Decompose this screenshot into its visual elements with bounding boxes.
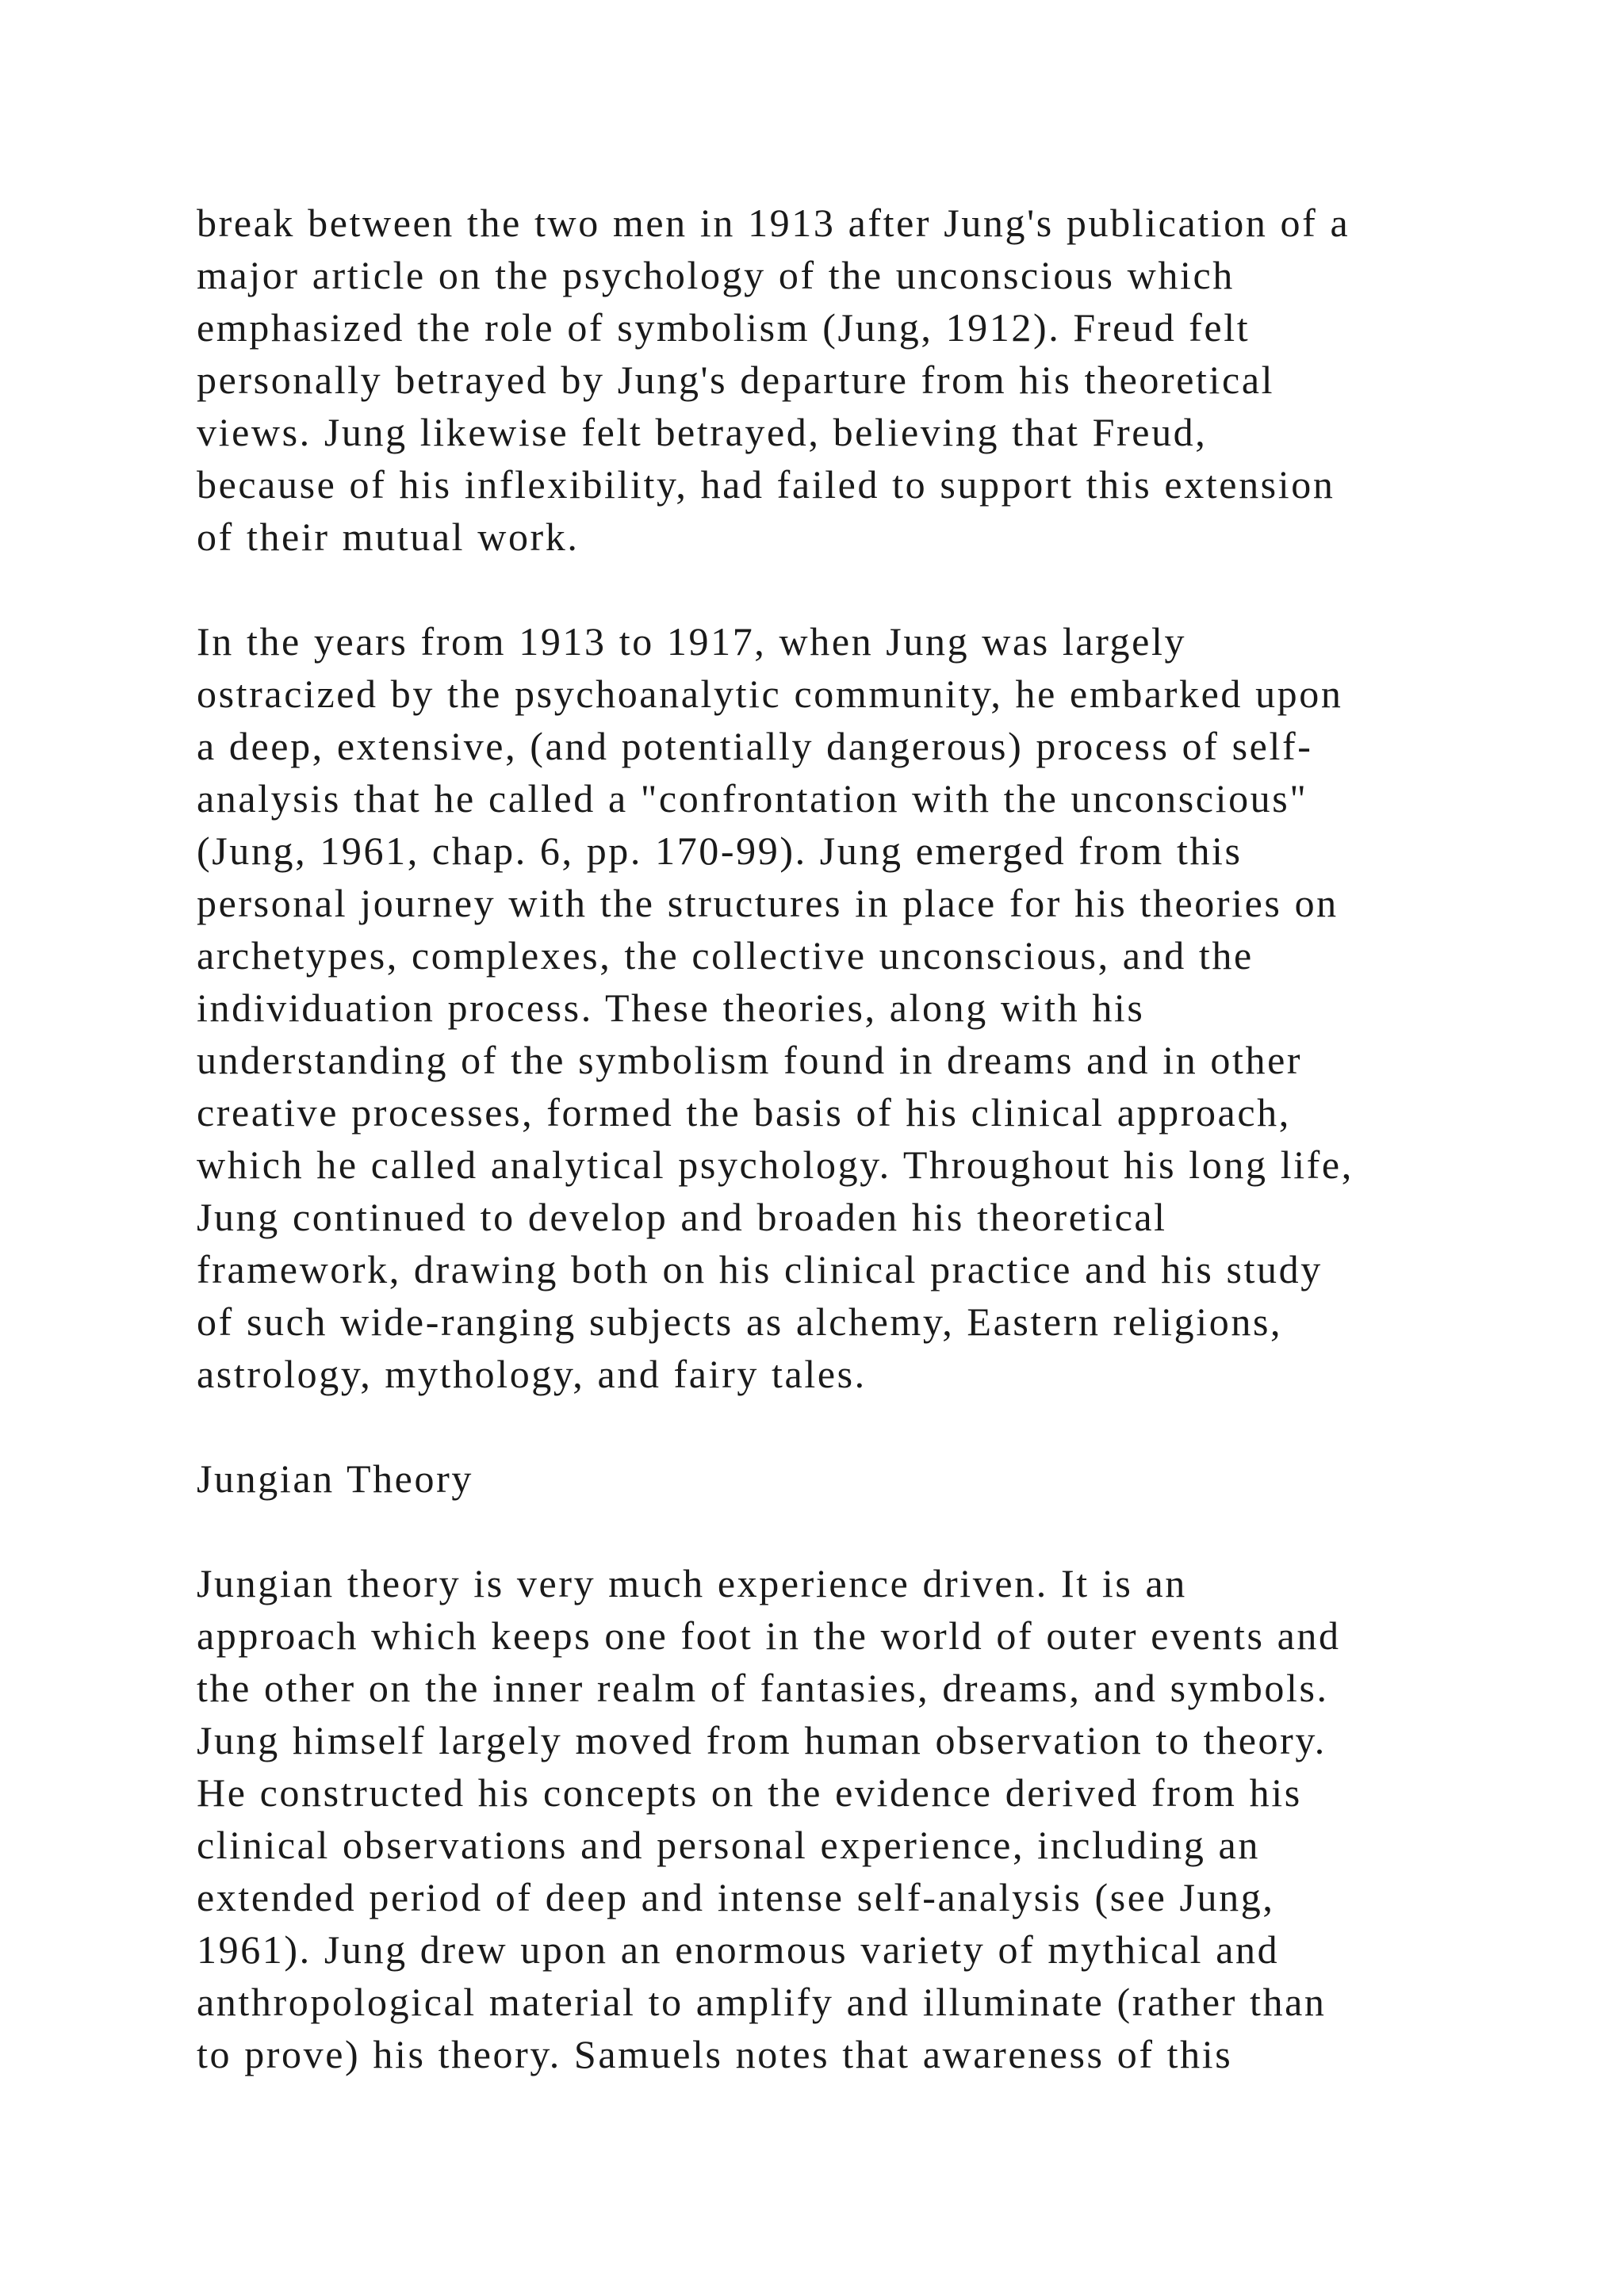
text-line: understanding of the symbolism found in dreams and in other (197, 1038, 1303, 1082)
text-line: He constructed his concepts on the evidence derived from his (197, 1770, 1302, 1815)
text-line: 1961). Jung drew upon an enormous variety of mythical and (197, 1927, 1280, 1972)
text-line: extended period of deep and intense self-analysis (see Jung, (197, 1875, 1275, 1919)
text-line: a deep, extensive, (and potentially dangerous) process of self- (197, 724, 1313, 768)
text-line: personal journey with the structures in place for his theories on (197, 881, 1339, 925)
text-line: Jung himself largely moved from human observation to theory. (197, 1718, 1327, 1762)
text-line: the other on the inner realm of fantasies, dreams, and symbols. (197, 1666, 1329, 1710)
text-line: framework, drawing both on his clinical practice and his study (197, 1247, 1323, 1292)
text-line: because of his inflexibility, had failed to support this extension (197, 462, 1335, 507)
section-heading-jungian-theory (197, 1452, 1545, 1505)
text-line: of such wide-ranging subjects as alchemy, Eastern religions, (197, 1299, 1283, 1344)
text-line: Jung continued to develop and broaden his theoretical (197, 1195, 1167, 1239)
paragraph-freud-jung-break (197, 197, 1545, 563)
text-line: (Jung, 1961, chap. 6, pp. 170-99). Jung emerged from this (197, 828, 1243, 873)
paragraph-self-analysis (197, 615, 1545, 1400)
text-line: major article on the psychology of the unconscious which (197, 253, 1235, 297)
section-heading-text: Jungian Theory (197, 1456, 473, 1501)
text-line: views. Jung likewise felt betrayed, believing that Freud, (197, 410, 1208, 454)
text-line: creative processes, formed the basis of his clinical approach, (197, 1090, 1291, 1135)
text-line: anthropological material to amplify and illuminate (rather than (197, 1980, 1327, 2024)
text-line: individuation process. These theories, along with his (197, 985, 1145, 1030)
paragraph-jungian-theory (197, 1557, 1545, 2080)
text-line: to prove) his theory. Samuels notes that awareness of this (197, 2032, 1233, 2076)
text-line: emphasized the role of symbolism (Jung, 1912). Freud felt (197, 305, 1251, 350)
text-line: analysis that he called a "confrontation with the unconscious" (197, 776, 1308, 821)
text-line: archetypes, complexes, the collective unconscious, and the (197, 933, 1254, 978)
text-line: ostracized by the psychoanalytic community, he embarked upon (197, 672, 1343, 716)
text-line: of their mutual work. (197, 515, 580, 559)
text-line: personally betrayed by Jung's departure from his theoretical (197, 358, 1275, 402)
text-line: astrology, mythology, and fairy tales. (197, 1352, 867, 1396)
text-line: In the years from 1913 to 1917, when Jung was largely (197, 619, 1187, 664)
text-line: break between the two men in 1913 after Jung's publication of a (197, 201, 1350, 245)
text-line: approach which keeps one foot in the world of outer events and (197, 1613, 1341, 1658)
text-line: which he called analytical psychology. Throughout his long life, (197, 1142, 1354, 1187)
text-line: Jungian theory is very much experience driven. It is an (197, 1561, 1187, 1605)
text-line: clinical observations and personal experience, including an (197, 1823, 1260, 1867)
